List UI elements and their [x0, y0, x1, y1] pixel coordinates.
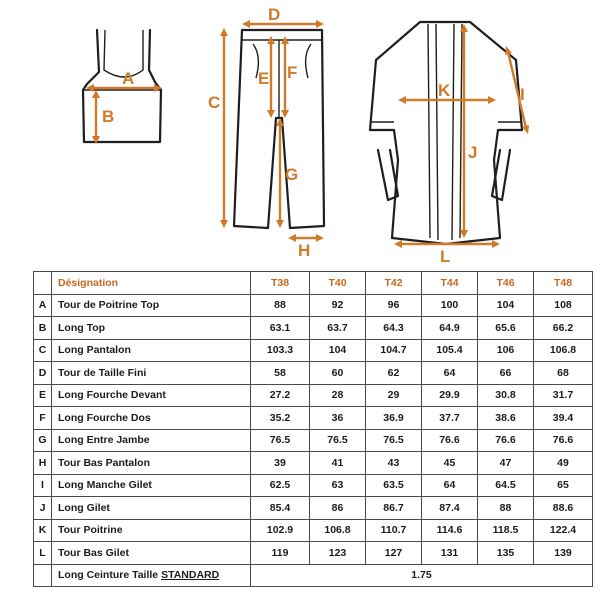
row-code-cell: H — [34, 452, 52, 475]
row-value-cell: 92 — [310, 294, 366, 317]
table-row — [34, 384, 593, 407]
size-chart-table — [33, 271, 593, 587]
row-code-cell: K — [34, 519, 52, 542]
row-value-cell: 66.2 — [534, 317, 593, 340]
row-value-cell: 64.3 — [366, 317, 422, 340]
dim-label-b: B — [102, 107, 115, 126]
row-value-cell: 29.9 — [422, 384, 478, 407]
row-value-cell: 114.6 — [422, 519, 478, 542]
row-name-cell: Tour de Poitrine Top — [52, 294, 251, 317]
header-blank — [34, 272, 52, 295]
row-code-cell: A — [34, 294, 52, 317]
row-value-cell: 36.9 — [366, 407, 422, 430]
row-code-cell: E — [34, 384, 52, 407]
dim-label-c: C — [208, 93, 221, 112]
header-size: T46 — [478, 272, 534, 295]
row-value-cell: 104 — [310, 339, 366, 362]
table-row — [34, 519, 593, 542]
row-value-cell: 123 — [310, 542, 366, 565]
row-name-cell: Long Entre Jambe — [52, 429, 251, 452]
row-value-cell: 49 — [534, 452, 593, 475]
belt-value-cell: 1.75 — [251, 564, 593, 587]
row-code-cell: F — [34, 407, 52, 430]
dim-label-l: L — [440, 247, 451, 266]
table-row — [34, 317, 593, 340]
row-value-cell: 76.6 — [478, 429, 534, 452]
row-value-cell: 30.8 — [478, 384, 534, 407]
row-value-cell: 96 — [366, 294, 422, 317]
row-code-cell: C — [34, 339, 52, 362]
row-value-cell: 58 — [251, 362, 310, 385]
dim-label-j: J — [468, 143, 478, 162]
belt-name-cell — [52, 564, 251, 587]
row-value-cell: 41 — [310, 452, 366, 475]
row-code-cell: J — [34, 497, 52, 520]
row-value-cell: 108 — [534, 294, 593, 317]
gilet-drawing — [370, 22, 522, 244]
row-value-cell: 76.5 — [251, 429, 310, 452]
dim-label-e: E — [258, 69, 270, 88]
row-value-cell: 131 — [422, 542, 478, 565]
table-row — [34, 429, 593, 452]
row-value-cell: 63 — [310, 474, 366, 497]
table-row — [34, 497, 593, 520]
row-name-cell: Long Manche Gilet — [52, 474, 251, 497]
row-name-cell: Long Fourche Devant — [52, 384, 251, 407]
row-name-cell: Long Fourche Dos — [52, 407, 251, 430]
dim-label-d: D — [268, 5, 281, 24]
row-value-cell: 63.5 — [366, 474, 422, 497]
row-value-cell: 31.7 — [534, 384, 593, 407]
row-value-cell: 86 — [310, 497, 366, 520]
row-value-cell: 118.5 — [478, 519, 534, 542]
table-row — [34, 294, 593, 317]
row-name-cell: Long Pantalon — [52, 339, 251, 362]
row-value-cell: 64 — [422, 362, 478, 385]
row-value-cell: 88.6 — [534, 497, 593, 520]
row-value-cell: 62.5 — [251, 474, 310, 497]
row-value-cell: 63.7 — [310, 317, 366, 340]
row-name-cell: Long Top — [52, 317, 251, 340]
header-size: T48 — [534, 272, 593, 295]
belt-code-cell — [34, 564, 52, 587]
row-value-cell: 104 — [478, 294, 534, 317]
row-value-cell: 127 — [366, 542, 422, 565]
row-code-cell: D — [34, 362, 52, 385]
row-value-cell: 64.5 — [478, 474, 534, 497]
table-header-row — [34, 272, 593, 295]
row-value-cell: 65 — [534, 474, 593, 497]
row-value-cell: 87.4 — [422, 497, 478, 520]
row-value-cell: 76.6 — [422, 429, 478, 452]
row-value-cell: 135 — [478, 542, 534, 565]
header-size: T42 — [366, 272, 422, 295]
belt-row — [34, 564, 593, 587]
row-value-cell: 64.9 — [422, 317, 478, 340]
row-name-cell: Tour Bas Gilet — [52, 542, 251, 565]
row-value-cell: 100 — [422, 294, 478, 317]
dim-label-a: A — [122, 69, 135, 88]
row-value-cell: 60 — [310, 362, 366, 385]
row-value-cell: 66 — [478, 362, 534, 385]
belt-name-prefix: Long Ceinture Taille — [58, 569, 162, 582]
table-row — [34, 362, 593, 385]
row-code-cell: L — [34, 542, 52, 565]
table-row — [34, 407, 593, 430]
table-row — [34, 452, 593, 475]
dim-label-i: I — [520, 85, 525, 104]
row-value-cell: 43 — [366, 452, 422, 475]
row-value-cell: 63.1 — [251, 317, 310, 340]
row-value-cell: 104.7 — [366, 339, 422, 362]
dim-label-g: G — [285, 165, 299, 184]
dim-label-h: H — [298, 241, 311, 260]
row-value-cell: 110.7 — [366, 519, 422, 542]
table-row — [34, 339, 593, 362]
row-value-cell: 68 — [534, 362, 593, 385]
row-value-cell: 38.6 — [478, 407, 534, 430]
table-row — [34, 542, 593, 565]
row-name-cell: Tour de Taille Fini — [52, 362, 251, 385]
row-value-cell: 65.6 — [478, 317, 534, 340]
row-value-cell: 85.4 — [251, 497, 310, 520]
row-value-cell: 27.2 — [251, 384, 310, 407]
row-value-cell: 29 — [366, 384, 422, 407]
row-value-cell: 76.5 — [366, 429, 422, 452]
row-value-cell: 119 — [251, 542, 310, 565]
row-value-cell: 88 — [251, 294, 310, 317]
row-value-cell: 86.7 — [366, 497, 422, 520]
row-value-cell: 76.5 — [310, 429, 366, 452]
row-value-cell: 102.9 — [251, 519, 310, 542]
row-value-cell: 103.3 — [251, 339, 310, 362]
header-size: T44 — [422, 272, 478, 295]
row-name-cell: Long Gilet — [52, 497, 251, 520]
row-code-cell: G — [34, 429, 52, 452]
row-code-cell: I — [34, 474, 52, 497]
row-code-cell: B — [34, 317, 52, 340]
garment-diagram — [0, 0, 600, 268]
row-value-cell: 139 — [534, 542, 593, 565]
row-value-cell: 37.7 — [422, 407, 478, 430]
dimension-arrows — [86, 20, 529, 248]
row-value-cell: 106 — [478, 339, 534, 362]
row-value-cell: 45 — [422, 452, 478, 475]
header-size: T38 — [251, 272, 310, 295]
row-value-cell: 88 — [478, 497, 534, 520]
row-value-cell: 62 — [366, 362, 422, 385]
row-value-cell: 64 — [422, 474, 478, 497]
dim-label-f: F — [287, 63, 298, 82]
row-value-cell: 106.8 — [310, 519, 366, 542]
belt-name-emphasis: STANDARD — [161, 569, 220, 582]
row-value-cell: 28 — [310, 384, 366, 407]
dim-label-k: K — [438, 81, 451, 100]
row-value-cell: 35.2 — [251, 407, 310, 430]
row-value-cell: 39 — [251, 452, 310, 475]
row-value-cell: 39.4 — [534, 407, 593, 430]
row-name-cell: Tour Poitrine — [52, 519, 251, 542]
row-value-cell: 36 — [310, 407, 366, 430]
row-name-cell: Tour Bas Pantalon — [52, 452, 251, 475]
header-designation: Désignation — [52, 272, 251, 295]
header-size: T40 — [310, 272, 366, 295]
row-value-cell: 106.8 — [534, 339, 593, 362]
row-value-cell: 76.6 — [534, 429, 593, 452]
row-value-cell: 105.4 — [422, 339, 478, 362]
row-value-cell: 122.4 — [534, 519, 593, 542]
row-value-cell: 47 — [478, 452, 534, 475]
table-row — [34, 474, 593, 497]
